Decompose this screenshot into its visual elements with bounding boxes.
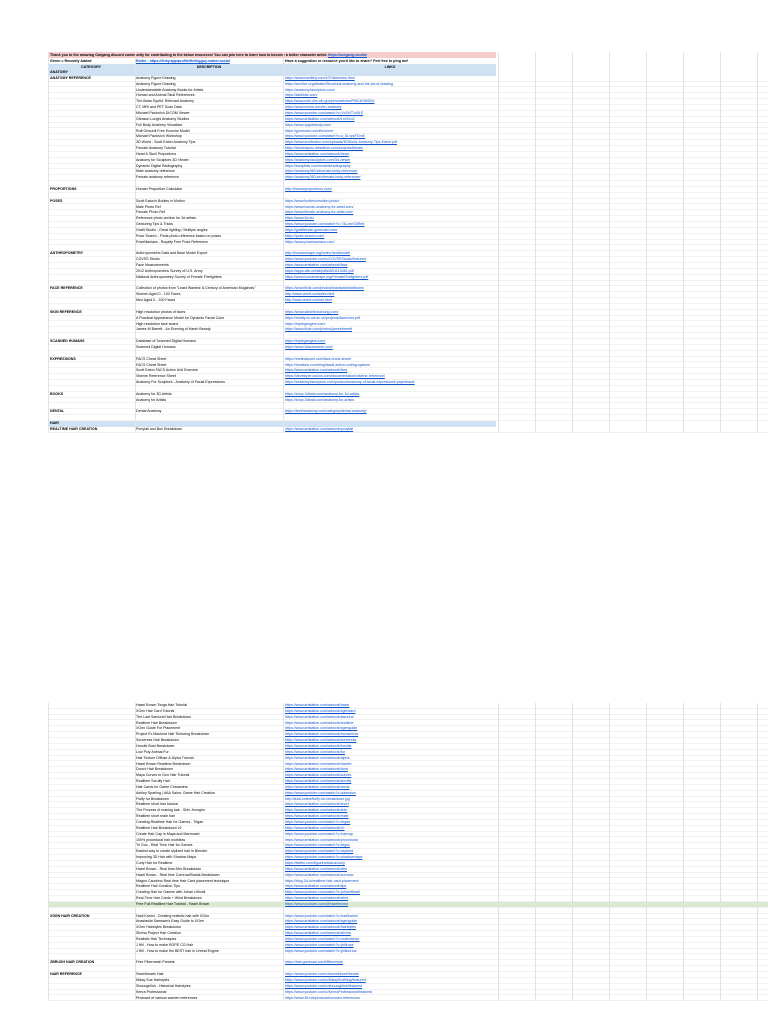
description-cell: The Last Samurai Hair Breakdown [136,714,191,719]
link-cell[interactable]: https://www.female-anatomy-for-artist.com/ [285,210,354,215]
link-cell[interactable]: https://sculptfab.com/models/radiography [285,163,351,168]
link-cell[interactable]: https://www.artstation.com/artwork/xgenguide [285,726,358,731]
link-cell[interactable]: https://www.artstation.com/artwork/hazel [285,703,350,707]
description-cell: The Process of making hair - Shin Jeongho [136,808,205,813]
description-cell: Kenra Professional [136,989,167,994]
link-cell[interactable]: https://www.youtube.com/watch?v=haircap [285,831,354,836]
link-cell[interactable]: https://melindaozel.com/facs-cheat-sheet/ [285,356,352,361]
grid-line [609,52,610,433]
description-cell: Hazel Brown - Real time Afro Breakdown [136,866,202,871]
category-cell: ZBRUSH HAIR CREATION [50,960,95,965]
link-cell[interactable]: https://www.youtube.com/watch?v=johanlithvall [285,890,361,895]
link-cell[interactable]: https://www.mevis.com/en-anatomy [285,105,342,110]
description-cell: Free Fibermesh Presets [136,960,175,965]
grid-line [720,703,721,1001]
grid-line [535,703,536,1001]
link-cell[interactable]: https://hair.gumroad.com/l/fibermesh [285,960,344,965]
link-cell[interactable]: https://www.youtube.com/watch?v=stylized [285,849,354,854]
link-cell[interactable]: http://www.cmmt.co/men.html [285,298,332,303]
grid-line [720,52,721,433]
description-cell: Hazel Brown Twiga Hair Tutorial [136,703,188,707]
link-cell[interactable]: https://developer.oculus.com/documentation/viseme-reference/ [285,374,385,379]
description-cell: Hair Cards for Game Characters [136,784,188,789]
description-cell: Photoset of various women references [136,995,198,1000]
link-cell[interactable]: https://www.flickr.com/photos/jamesbarrett [285,327,353,332]
link-cell[interactable]: https://anatomy360.info/female-body-reference/ [285,175,361,180]
grid-line [757,52,758,433]
link-cell[interactable]: https://www.artstation.com/artwork/alpha [285,755,350,760]
description-cell: Maya Curves to Geo Hair Tutorial [136,773,190,778]
description-cell: Grafit Studio - Great lighting / Multiple angles [136,227,208,232]
description-cell: Anatomy Figure Drawing [136,75,176,80]
link-cell[interactable]: https://reality.cs.ucl.ac.uk/projects/facecolor.pdf [285,315,360,320]
resource-row [48,427,768,433]
description-cell: CT, MRI and PET Scan Data [136,105,182,110]
category-cell: DENTAL [50,409,65,414]
link-cell[interactable]: http://lead.online/fluffy-fur-breakdown.jpg [285,796,350,801]
description-cell: Missy Sue Hairstyles [136,977,170,982]
description-cell: Hadi Karimi - Creating realistic hair with XGen [136,913,210,918]
category-cell: REALTIME HAIR CREATION [50,426,98,431]
description-cell: Human Proportion Calculator [136,187,183,191]
grid-line [283,52,284,433]
grid-line [48,52,49,433]
link-cell[interactable]: https://triplegangers.com/ [285,339,326,344]
link-cell[interactable]: https://www.artstation.com/artwork/silvina [285,931,351,936]
spreadsheet-page-1 [0,52,768,433]
link-cell[interactable]: https://www.artstation.com/artwork/cornrow [285,872,354,877]
description-cell: Creating Hair for Games with Johan Lithvall [136,890,206,895]
description-cell: Realtime Hair Breakdown [136,720,177,725]
banner-link[interactable]: https://outgang.studio/ [328,53,367,57]
description-cell: 3D World - Scott Eaton Anatomy Tips [136,140,196,145]
description-cell: Ruff Griscelli Free Ecorche Model [136,128,190,133]
description-cell: Magno Caudrino Real time Hair Card placement technique [136,878,230,883]
link-cell[interactable]: https://www.youtube.com/watch?v=shadowmaps [285,855,363,860]
category-cell: POSES [50,198,63,203]
description-cell: CGVSS Studio [136,257,160,262]
description-cell: Face Measurements [136,263,169,268]
link-cell[interactable]: https://grafitstudio.gumroad.com/ [285,227,338,232]
link-cell[interactable]: https://www.artstation.com/artwork/samurai [285,714,354,719]
link-cell[interactable]: https://www.artstation.com/artwork/head [285,151,349,156]
link-cell[interactable]: https://anatomy4sculptors.com/product/anatomy-of-facial-expressions-paperback/ [285,380,415,385]
link-cell[interactable]: https://www.human-anatomy-for-artist.com/ [285,204,354,209]
description-cell: Women Aged 0 - 100 Faces [136,292,181,297]
link-cell[interactable]: https://www.youtube.com/channel/sweethearts [285,972,359,977]
description-cell: Full Body Anatomy Visualizer [136,122,183,127]
description-cell: Gesturing Tips & Tricks [136,222,173,227]
grid-line [646,52,647,433]
category-cell: BOOKS [50,391,64,396]
link-cell[interactable]: https://www.artstation.com/artwork/facs [285,368,348,373]
link-cell[interactable]: https://www.youtube.com/watch?v=z_6LxpsFOmE [285,134,365,139]
description-cell: Male Photo Ref [136,204,161,209]
link-cell[interactable]: https://www.ncbi.nlm.nih.gov/pmc/articles/PMC4036593/ [285,99,375,104]
description-cell: Human and Animal Skull References [136,93,195,98]
link-cell[interactable]: https://www.artstation.com/artwork/1mXXo2 [285,116,355,121]
link-cell[interactable]: http://hamanproportions.com/ [285,187,332,191]
editor-link[interactable]: Editor - https://linky.app/profile/thebigguy-maker.social [136,59,230,63]
grid-line [572,703,573,1001]
link-cell[interactable]: http://www.cmmt.co/ladies.html [285,292,335,297]
column-header-links: LINKS [384,65,396,69]
description-cell: Easiest way to create stylized hair in Blender [136,849,208,854]
category-cell: SKIN REFERENCE [50,309,82,314]
grid-line [572,52,573,433]
description-cell: High resolution face scans [136,321,179,326]
description-cell: Anatomy for Artists [136,397,167,402]
description-cell: Scott Eaton's Bodies in Motion [136,198,185,203]
link-cell[interactable]: https://www.humanshape.org/FemaleFirefighters.pdf [285,274,369,279]
link-cell[interactable]: https://www.bodiesinmotion.photo/ [285,198,340,203]
description-cell: Shuuugirlish - Historical Hairstyles [136,983,191,988]
link-cell[interactable]: https://www.youtube.com/watch?v=hadikarimi [285,913,358,918]
description-cell: Pose Search - Finds photo reference based on poses [136,233,222,238]
description-cell: Anatomy For Sculptors - Anatomy of Facial Expressions [136,380,225,385]
description-cell: Realtime short male hair [136,814,175,819]
column-header-description: DESCRIPTION [196,65,222,69]
section-header: HAIR [48,421,496,427]
description-cell: 2012 Anthropometric Survey of U.S. Army [136,268,203,273]
description-cell: Anatomy for Sculptors 3D Viewer [136,157,189,162]
description-cell: James M Barrett - An Evening of Harsh Beauty [136,327,211,332]
description-cell: Sweethearts Hair [136,972,164,977]
link-cell[interactable]: https://www.posemaniacs.com/ [285,239,335,244]
link-cell[interactable]: https://www.danielboschung.com/ [285,309,339,314]
suggestion-text: Have a suggestion or resource you'd like to share? Feel free to ping me! [285,59,409,63]
link-cell[interactable]: https://www.artstation.com/artwork/afro [285,866,347,871]
link-cell[interactable]: https://www.youtube.com/watch?v=trigoc [285,843,351,848]
link-cell[interactable]: https://www.bartleby.com/107/sketches.html [285,75,355,80]
description-cell: Sorceress Hair Breakdown [136,738,179,743]
grid-line [498,52,499,433]
description-cell: Scanned Digital Humans [136,344,176,349]
link-cell[interactable]: https://www.artstation.com/artwork/dora [285,767,348,772]
link-cell[interactable]: https://www.artstation.com/artwork/wind [285,896,349,901]
link-cell[interactable]: https://archive.org/details/Structural-anatomy-and-the-art-of-drawing [285,81,394,86]
link-cell[interactable]: https://www.artstation.com/artwork/hazelrt [285,761,352,766]
link-cell[interactable]: https://twitter.com/figueira/status/curly [285,860,345,865]
link-cell[interactable]: https://www.artstation.com/artwork/ponytail [285,426,354,431]
category-cell: ANATOMY REFERENCE [50,75,91,80]
link-cell[interactable]: https://www.artstation.com/artwork/curves [285,773,352,778]
link-cell[interactable]: https://pose-search.com/ [285,233,325,238]
category-cell: SCANNED HUMANS [50,339,85,344]
grid-line [498,703,499,1001]
section-header: ANATOMY [48,70,496,76]
description-cell: The Asian Eyelid: Relevant Anatomy [136,99,194,104]
description-cell: Hazel Brown - Real time Cornrow/Braids Breakdown [136,872,220,877]
grid-line [535,52,536,433]
link-cell[interactable]: http://humanshape.org/index.html#model [285,251,351,256]
grid-line [757,703,758,1001]
link-cell[interactable]: https://www.artstation.com/artwork/tips [285,884,347,889]
link-cell[interactable]: https://shop.3dtotal.com/anatomy-for-3d-artists [285,391,360,396]
grid-line [135,703,136,1001]
description-cell: Low Poly Animal Fur [136,749,169,754]
link-cell[interactable]: https://anatomy4sculptors.com/ [285,87,335,92]
description-cell: Database of Scanned Digital Humans [136,339,196,344]
grid-line [135,52,136,433]
link-cell[interactable]: https://www.artstation.com/artwork/cards [285,784,350,789]
link-cell[interactable]: https://www.artstation.com/artwork/hairstyles [285,925,356,930]
link-cell[interactable]: https://dominiquec.artstation.com/projects/female [285,146,364,151]
description-cell: Male anatomy reference [136,169,175,174]
link-cell[interactable]: https://www.artstation.com/artwork/fur [285,749,345,754]
link-cell[interactable]: https://apps.dtic.mil/sti/pdfs/AD1113081.pdf [285,268,354,273]
link-cell[interactable]: https://www.36.net/photoset/women-references [285,995,360,1000]
legend-text: Green = Recently Added [50,59,92,63]
description-cell: Understandable Anatomy Books for Artists [136,87,204,92]
description-cell: Dental Anatomy [136,409,162,414]
description-cell: Curly Hair for Realtime [136,860,173,865]
description-cell: Ponytail and Bun Breakdown [136,426,183,431]
link-cell[interactable]: https://www.youtube.com/watch?v=aaasalon [285,790,356,795]
link-cell[interactable]: https://www.3dscanstore.com/ [285,344,333,349]
description-cell: 100% procedural hair workflow [136,837,186,842]
description-cell: Tri Goc - Real Time Hair for Games [136,843,193,848]
link-cell[interactable]: https://www.youtube.com/c/MissySueBlog/featured [285,977,366,982]
description-cell: PoseManiacs - Royalty Free Pose Reference [136,239,208,244]
link-cell[interactable]: https://gumroad.com/l/ecorche [285,128,334,133]
description-cell: FACS Cheat Sheet [136,356,167,361]
description-cell: Anastasiia Samsam's Easy Guide to XGen [136,919,205,924]
category-cell: PROPORTIONS [50,187,77,191]
description-cell: Creating Realtime Hair for Games - Trigan [136,820,204,824]
link-cell[interactable]: https://www.zygotebody.com/ [285,122,332,127]
description-cell: Real-Time Hair Cards + Wind Breakdown [136,896,202,901]
description-cell: Project Ex Machina Hair Texturing Breakdown [136,732,210,737]
link-cell[interactable]: https://anatomy4sculptors.com/3d-viewer [285,157,351,162]
link-cell[interactable]: https://imotions.com/blog/facial-action-coding-system/ [285,362,371,367]
link-cell[interactable]: https://www.youtube.com/watch?v=jhillunreal [285,948,357,953]
link-cell[interactable]: https://shop.3dtotal.com/anatomy-for-artists [285,397,355,402]
description-cell: Michael Pavlovich DICOM Viewer [136,110,190,115]
description-cell: J Hill - How to make the BEST hair in Unreal Engine [136,948,219,953]
grid-line [48,703,49,1001]
description-cell: J Hill - How to make ROPE CG Hair [136,942,194,947]
category-cell: XGEN HAIR CREATION [50,913,90,918]
description-cell: Dynamic Digital Radiography [136,163,183,168]
link-cell[interactable]: https://www.artstation.com/artwork/realtime [285,720,354,725]
description-cell: Hair Texture Diffuse & Alpha Tutorial [136,755,194,760]
link-cell[interactable]: https://www.artstation.com/artwork/short [285,802,349,807]
link-cell[interactable]: https://www.3d.sk/ [285,216,314,221]
description-cell: FACS Cheat Sheet [136,362,167,367]
link-cell[interactable]: https://www.artstation.com/artwork/exmachina [285,732,359,737]
description-cell: Realtime short hair tutorial [136,802,178,807]
category-cell: HAIR REFERENCE [50,972,82,977]
link-cell[interactable]: https://www.youtube.com/watch?v=74LceeG8Re8 [285,222,365,227]
grid-line [646,703,647,1001]
description-cell: Anatomy for 3D Artists [136,391,172,396]
description-cell: Anatomy Figure Drawing [136,81,176,86]
link-cell[interactable]: https://www.artstation.com/artwork/hoodie [285,743,352,748]
description-cell: Improving 3D Hair with Shadow Maps [136,855,197,860]
description-cell: Realtime Hair Creation Tips [136,884,180,889]
description-cell: Scott Eaton FACS Action Unit Exercise [136,368,198,373]
category-cell: EXPRESSIONS [50,356,76,361]
description-cell: Silvina Project Hair Creation [136,931,181,936]
link-cell[interactable]: https://www.artstation.com/artwork/v2 [285,825,345,830]
spreadsheet-page-2 [0,703,768,1001]
column-header-category: CATEGORY [81,65,101,69]
description-cell: Collection of photos from "Least Wanted: A Century of American Mugshots" [136,286,256,291]
link-cell[interactable]: https://www.youtube.com/c/CGVSSStudio/featured [285,257,366,262]
link-cell[interactable]: https://www.artstation.com/artwork/face [285,263,348,268]
link-cell[interactable]: https://teethanatomy.com/category/dental-anatomy/ [285,409,367,414]
description-cell: Men Aged 0 - 100 Faces [136,298,176,303]
category-cell: FACE REFERENCE [50,286,83,291]
description-cell: Realtime Scruffy Hair [136,779,170,784]
description-cell: Visème Reference Sheet [136,374,176,379]
resource-row [48,996,768,1002]
link-cell[interactable]: https://skullsite.com/ [285,93,318,98]
link-cell[interactable]: https://triplegangers.com/ [285,321,326,326]
description-cell: Fluffy fur Breakdown [136,796,169,801]
grid-line [683,703,684,1001]
banner-text: Thank you to the amazing Outgang discord community for contributing to the below resources! You can join here to learn how to become a better character artist: [50,53,329,57]
link-cell[interactable]: https://www.youtube.com/watch?v=realistichair [285,937,360,941]
description-cell: High resolution photos of faces [136,309,186,314]
description-cell: Free Full Realtime Hair Tutorial - Hazel Brown [136,901,210,906]
link-cell[interactable]: https://www.artstation.com/artwork/sorceress [285,738,357,743]
description-cell: Realtime Hair Breakdown v2 [136,825,182,830]
link-cell[interactable]: https://www.youtube.com/c/KenraProfessional/featured [285,989,373,994]
link-cell[interactable]: https://www.scotteaton.com/uploads/3DWorld-Anatomy-Tips-Eaton.pdf [285,140,398,145]
link-cell[interactable]: https://anatomy360.info/male-body-reference/ [285,169,358,174]
link-cell[interactable]: https://www.artstation.com/artwork/male [285,814,349,819]
grid-line [683,52,684,433]
link-cell[interactable]: https://www.artstation.com/artwork/procedural [285,837,358,842]
description-cell: Michael Pavlovich Workshop [136,134,182,139]
grid-line [283,703,284,1001]
description-cell: Dora's Hair Breakdown [136,767,173,772]
link-cell[interactable]: https://www.artstation.com/artwork/xgencard [285,708,356,713]
description-cell: Head & Skull Proportions [136,151,177,156]
description-cell: Female Photo Ref [136,210,165,215]
description-cell: Hazel Brown Realtime Breakdown [136,761,191,766]
link-cell[interactable]: https://www.artstation.com/artwork/shin [285,808,348,813]
description-cell: National Anthropometry Survey of Female Firefighters [136,274,222,279]
description-cell: Ashley Sparling | AAA Salon: Game Hair Creation [136,790,215,795]
link-cell[interactable]: https://www.youtube.com/watch?v=Vc2WT1z5LE [285,110,364,115]
link-cell[interactable]: https://www.youtube.com/watch?v=jhillrope [285,942,354,947]
description-cell: XGen Guide For Placement [136,726,181,731]
link-cell[interactable]: https://www.youtube.com/@hazelbrown [285,901,348,906]
link-cell[interactable]: https://www.youtube.com/c/shuuugirlish/featured [285,983,363,988]
description-cell: Gleason Longhi Anatomy Studies [136,116,190,121]
description-cell: XGen Hairstyles Breakdown [136,925,181,930]
description-cell: Reference photo archive for 3d artists [136,216,196,221]
link-cell[interactable]: https://www.artstation.com/artwork/scruffy [285,779,352,784]
link-cell[interactable]: https://blog.3d-io/realtime-hair-card-placement [285,878,359,883]
grid-line [609,703,610,1001]
description-cell: A Practical Appearance Model for Dynamic Facial Color [136,315,225,320]
description-cell: Anthropometric Data and Base Model Export [136,251,208,256]
link-cell[interactable]: https://www.youtube.com/watch?v=trigan [285,820,351,824]
description-cell: Realistic Hair Techniques [136,937,177,941]
description-cell: Create Hair Cap in Maya and Marmoset [136,831,200,836]
description-cell: Female anatomy reference [136,175,179,180]
description-cell: Female Anatomy Tutorial [136,146,176,151]
link-cell[interactable]: https://www.artstation.com/artwork/xgenguide [285,919,358,924]
description-cell: Hoodie Bust Breakdown [136,743,175,748]
link-cell[interactable]: https://www.flickr.com/photos/leastwanted/albums [285,286,364,291]
category-cell: ANTHROPOMETRY [50,251,84,256]
description-cell: XGen Hair Card Tutorial [136,708,175,713]
